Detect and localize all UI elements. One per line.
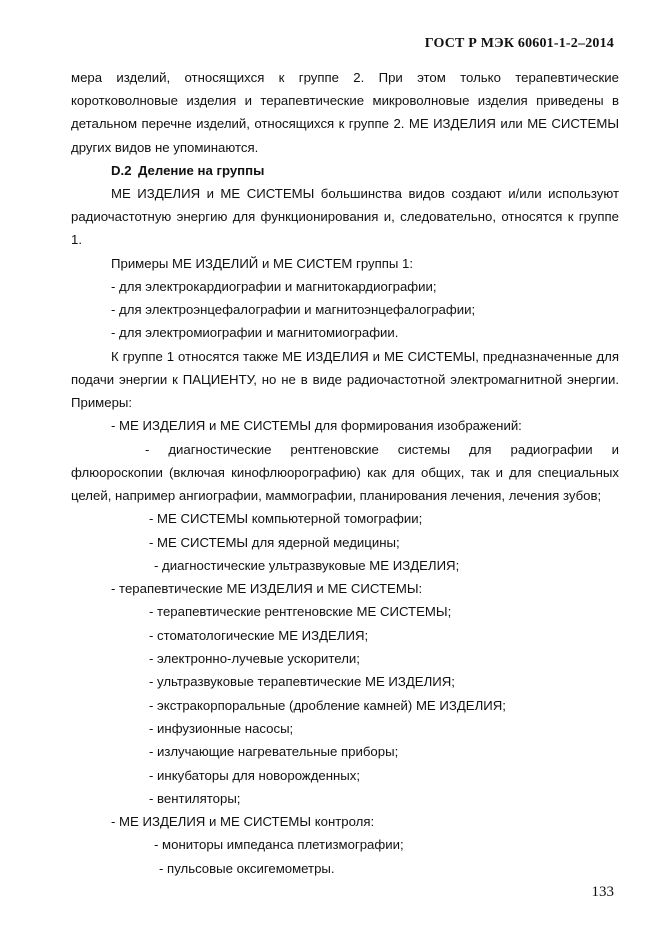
list-item: - мониторы импеданса плетизмографии;: [154, 837, 404, 853]
list-item: - электронно-лучевые ускорители;: [149, 651, 360, 667]
list-item: - для электрокардиографии и магнитокардиографии;: [111, 278, 437, 294]
paragraph-group1-examples: Примеры МЕ ИЗДЕЛИЙ и МЕ СИСТЕМ группы 1:: [111, 255, 414, 271]
list-heading-therapeutic: - терапевтические МЕ ИЗДЕЛИЯ и МЕ СИСТЕМЫ:: [111, 581, 423, 597]
list-item: - диагностические ультразвуковые МЕ ИЗДЕЛИЯ;: [154, 557, 460, 573]
list-item: - МЕ СИСТЕМЫ компьютерной томографии;: [149, 511, 423, 527]
list-item: - МЕ СИСТЕМЫ для ядерной медицины;: [149, 534, 400, 550]
section-heading: [71, 159, 619, 182]
paragraph-group1-intro: МЕ ИЗДЕЛИЯ и МЕ СИСТЕМЫ большинства видов создают и/или используют радиочастотную энергию для функционирования и, следовательно, относятся к группе 1.: [71, 186, 619, 248]
section-number: D.2: [111, 162, 132, 178]
list-item: - экстракорпоральные (дробление камней) МЕ ИЗДЕЛИЯ;: [149, 697, 506, 713]
section-title: Деление на группы: [138, 162, 265, 178]
document-body: [71, 66, 619, 880]
list-item: - для электромиографии и магнитомиографии.: [111, 325, 399, 341]
list-item: - инкубаторы для новорожденных;: [149, 767, 361, 783]
list-item: - вентиляторы;: [149, 790, 241, 806]
paragraph-xray-diagnostics: - диагностические рентгеновские системы для радиографии и флюороскопии (включая кинофлюорографию) как для общих, так и для специальных целей, например ангиографии, маммографии, планирования лечения, лечения зубов;: [71, 441, 619, 504]
list-item: - инфузионные насосы;: [149, 720, 294, 736]
list-item: - излучающие нагревательные приборы;: [149, 744, 399, 760]
list-item: - для электроэнцефалографии и магнитоэнцефалографии;: [111, 302, 476, 318]
paragraph-continuation: мера изделий, относящихся к группе 2. При этом только терапевтические коротковолновые изделия и терапевтические микроволновые изделия приведены в детальном перечне изделий, относящихся к группе 2. МЕ ИЗДЕЛИЯ или МЕ СИСТЕМЫ других видов не упоминаются.: [71, 70, 619, 155]
list-item: - ультразвуковые терапевтические МЕ ИЗДЕЛИЯ;: [149, 674, 455, 690]
standard-header: ГОСТ Р МЭК 60601-1-2–2014: [424, 36, 614, 51]
paragraph-group1-energy: К группе 1 относятся также МЕ ИЗДЕЛИЯ и МЕ СИСТЕМЫ, предназначенные для подачи энергии к ПАЦИЕНТУ, но не в виде радиочастотной электромагнитной энергии. Примеры:: [71, 348, 619, 411]
list-item: - стоматологические МЕ ИЗДЕЛИЯ;: [149, 627, 369, 643]
list-item: - пульсовые оксигемометры.: [159, 860, 335, 876]
list-heading-monitoring: - МЕ ИЗДЕЛИЯ и МЕ СИСТЕМЫ контроля:: [111, 814, 375, 830]
list-heading-imaging: - МЕ ИЗДЕЛИЯ и МЕ СИСТЕМЫ для формирования изображений:: [111, 418, 522, 434]
page-number: 133: [591, 884, 614, 900]
list-item: - терапевтические рентгеновские МЕ СИСТЕМЫ;: [149, 604, 452, 620]
